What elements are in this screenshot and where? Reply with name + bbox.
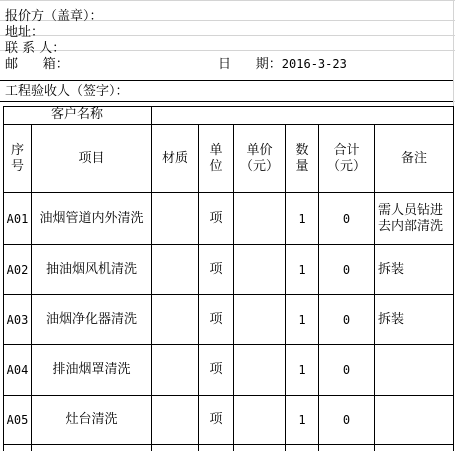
- row-qty: 1: [298, 413, 306, 427]
- rule: [151, 106, 152, 125]
- row-code: A01: [6, 211, 29, 226]
- header-note: 备注: [400, 150, 427, 166]
- row-note: 拆装: [378, 261, 405, 277]
- date-field: [218, 57, 347, 72]
- row-note: 拆装: [378, 311, 405, 327]
- row-total: 0: [342, 312, 351, 327]
- rule: [3, 444, 454, 445]
- row-total: 0: [342, 262, 351, 277]
- contact-label: 联 系 人：: [5, 41, 66, 56]
- grid-line: [0, 50, 455, 51]
- row-code: A04: [6, 363, 29, 377]
- customer-name-label: 客户名称: [50, 107, 103, 122]
- row-qty: 1: [298, 262, 306, 277]
- row-item: 油烟管道内外清洗: [39, 210, 144, 226]
- date-value: 2016-3-23: [281, 57, 347, 71]
- row-total: 0: [342, 363, 351, 377]
- rule: [0, 80, 453, 81]
- header-item: 项目: [78, 150, 105, 166]
- row-code: A03: [6, 312, 29, 327]
- row-unit: 项: [209, 261, 223, 277]
- row-note: [375, 396, 453, 444]
- header-unit: 单位: [209, 142, 223, 174]
- email-field: [5, 57, 69, 72]
- contact-field: [5, 41, 65, 56]
- address-field: [5, 25, 44, 40]
- date-label: 日 期：: [218, 57, 282, 72]
- header-price: 单价（元）: [239, 142, 279, 174]
- row-note: [375, 345, 453, 395]
- row-unit: 项: [209, 362, 223, 377]
- row-unit: 项: [209, 311, 223, 327]
- rule: [453, 106, 454, 451]
- grid-line: [0, 35, 455, 36]
- inspector-field: [5, 84, 129, 99]
- header-material: 材质: [161, 150, 188, 166]
- row-qty: 1: [298, 312, 306, 327]
- row-total: 0: [342, 413, 351, 427]
- row-code: A05: [6, 413, 29, 427]
- row-item: 油烟净化器清洗: [45, 311, 137, 327]
- row-item: 排油烟罩清洗: [52, 362, 131, 377]
- quoter-label: 报价方（盖章）：: [5, 9, 103, 24]
- grid-line: [0, 0, 455, 1]
- row-qty: 1: [298, 211, 306, 226]
- row-item: 灶台清洗: [65, 412, 118, 427]
- row-total: 0: [342, 211, 351, 226]
- row-unit: 项: [209, 412, 223, 427]
- row-qty: 1: [298, 363, 306, 377]
- header-seq: 序号: [10, 142, 24, 174]
- row-unit: 项: [209, 210, 223, 226]
- row-note: 需人员钻进去内部清洗: [378, 202, 444, 234]
- header-total: 合计（元）: [326, 142, 366, 174]
- rule: [0, 101, 453, 102]
- rule: [3, 106, 454, 107]
- row-item: 抽油烟风机清洗: [45, 261, 137, 277]
- row-code: A02: [6, 262, 29, 277]
- inspector-label: 工程验收人（签字）：: [5, 84, 129, 99]
- email-label: 邮 箱：: [5, 57, 69, 72]
- address-label: 地址：: [5, 25, 45, 40]
- quoter-field: [5, 9, 103, 24]
- header-qty: 数量: [295, 142, 309, 174]
